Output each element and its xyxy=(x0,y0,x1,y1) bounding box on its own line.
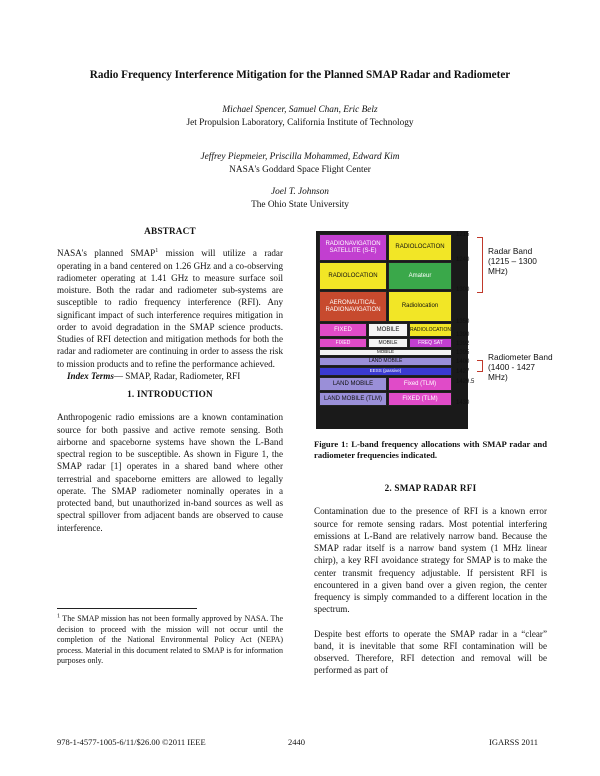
footnote-mark: 1 xyxy=(57,613,60,620)
cell-land-mobile: LAND MOBILE xyxy=(319,357,452,366)
cell-eess-passive: EESS (passive) xyxy=(319,367,452,376)
footnote-rule xyxy=(57,608,197,609)
affiliation-jpl xyxy=(50,104,550,129)
cell-fixed-tlm: FIXED (TLM) xyxy=(388,392,452,406)
radar-band-label: Radar Band (1215 – 1300 MHz) xyxy=(488,246,537,276)
abstract-text-b: mission will utilize a radar operating in a band centered on 1.26 GHz and a co-observing radiometer operating at 1.41 GHz to measure surface soil moisture. Both the radar and radiometer sub-systems are susceptible to radio frequency interference (RFI). Any significant impact of such interference requires mitigation in order to avoid degradation in the SMAP science products. Studies of RFI detection and mitigation methods for both the radar and radiometer are continuing in order to assess the risk to mission products and to refine the performance achieved. xyxy=(57,248,284,369)
cell-mobile: MOBILE xyxy=(368,338,408,348)
abstract-text xyxy=(57,247,283,370)
affiliation-goddard xyxy=(50,151,550,176)
footnote xyxy=(57,614,283,667)
paper-title: Radio Frequency Interference Mitigation for the Planned SMAP Radar and Radiometer xyxy=(89,69,511,81)
radiometer-band-bracket xyxy=(477,360,483,372)
cell-radiolocation: RADIOLOCATION xyxy=(319,262,387,290)
freq-label: 1427 xyxy=(456,369,470,375)
abstract-text-a: NASA's planned SMAP xyxy=(57,248,156,259)
index-terms-label: Index Terms xyxy=(67,370,114,381)
freq-label: 1350 xyxy=(456,319,470,325)
affiliation-osu xyxy=(50,186,550,211)
cell-land-mobile: LAND MOBILE xyxy=(319,377,387,391)
freq-label: 1430 xyxy=(456,400,470,406)
freq-label: 1400 xyxy=(456,359,470,365)
footnote-text: The SMAP mission has not been formally approved by NASA. The decision to proceed with the mission will not occur until the completion of the National Environmental Policy Act (NEPA) process. Material in this document related to SMAP is for information purposes only. xyxy=(57,614,283,666)
cell-radiolocation: RADIOLOCATION xyxy=(409,323,452,337)
cell-fixed: FIXED xyxy=(319,323,367,337)
cell-fixed-tlm: Fixed (TLM) xyxy=(388,377,452,391)
right-column xyxy=(314,482,547,677)
radar-band-bracket xyxy=(477,237,483,293)
abstract-heading: ABSTRACT xyxy=(144,226,196,236)
section2-paragraph-2: Despite best efforts to operate the SMAP radar in a “clear” band, it is inevitable that some RFI contamination will be observed. Therefore, RFI detection and removal will be performed as part of xyxy=(314,628,547,676)
freq-label: 1240 xyxy=(456,257,470,263)
index-terms-text: — SMAP, Radar, Radiometer, RFI xyxy=(113,370,241,381)
freq-label: 1300 xyxy=(456,287,470,293)
intro-heading: 1. INTRODUCTION xyxy=(127,389,213,399)
institution: Jet Propulsion Laboratory, California Institute of Technology xyxy=(186,117,414,128)
figure-caption: Figure 1: L-band frequency allocations with SMAP radar and radiometer frequencies indicated. xyxy=(314,439,547,460)
cell-radionav-sat: RADIONAVIGATION SATELLITE (S-E) xyxy=(319,234,387,261)
author-names: Joel T. Johnson xyxy=(271,187,329,197)
figure-1 xyxy=(314,226,554,432)
cell-radiolocation: Radiolocation xyxy=(388,291,452,322)
footer-copyright: 978-1-4577-1005-6/11/$26.00 ©2011 IEEE xyxy=(57,737,206,747)
cell-aero-radionav: AERONAUTICAL RADIONAVIGATION xyxy=(319,291,387,322)
frequency-allocation-chart xyxy=(316,231,475,429)
cell-radiolocation: RADIOLOCATION xyxy=(388,234,452,261)
cell-land-mobile-tlm: LAND MOBILE (TLM) xyxy=(319,392,387,406)
section2-paragraph-1: Contamination due to the presence of RFI is a known error source for remote sensing radars. Most potential interfering emissions at L-Band are relatively narrow band. Because the SMAP radar itself is a narrow band system (1 MHz linear chirp), a key RFI avoidance strategy for SMAP is to make the center transmit frequency adjustable. If persistent RFI is encountered in a given band over a given region, the center frequency is simply commanded to a different location in the spectrum. xyxy=(314,506,547,615)
institution: The Ohio State University xyxy=(251,199,349,210)
freq-label: 1429.5 xyxy=(456,379,475,385)
freq-label: 1392 xyxy=(456,341,470,347)
footer-conference: IGARSS 2011 xyxy=(489,737,539,747)
author-names: Michael Spencer, Samuel Chan, Eric Belz xyxy=(222,105,378,115)
freq-label: 1395 xyxy=(456,350,470,356)
section2-heading: 2. SMAP RADAR RFI xyxy=(384,483,477,493)
footnote-ref: 1 xyxy=(155,248,159,255)
freq-label: 1390 xyxy=(456,332,470,338)
radiometer-band-label: Radiometer Band (1400 - 1427 MHz) xyxy=(488,352,553,382)
footer-page-number: 2440 xyxy=(288,737,305,747)
intro-text: Anthropogenic radio emissions are a known contamination source for both passive and active remote sensing. Both airborne and spaceborne systems have shown the L-Band spectral region to be susceptible. As shown in Figure 1, the SMAP radar [1] operates in a shared band where other terrestrial and spaceborne emitters are allowed to legally operate. The SMAP radiometer nominally operates in a protected band, but unauthorized in-band sources as well as spectral spillover from adjacent bands are observed to cause interference. xyxy=(57,412,283,533)
cell-mobile: MOBILE xyxy=(319,349,452,356)
cell-fixed: FIXED xyxy=(319,338,367,348)
cell-mobile: MOBILE xyxy=(368,323,408,337)
institution: NASA's Goddard Space Flight Center xyxy=(229,164,371,175)
freq-label: 1215 xyxy=(456,232,470,238)
author-names: Jeffrey Piepmeier, Priscilla Mohammed, Edward Kim xyxy=(200,152,400,162)
index-terms xyxy=(57,370,283,382)
left-column xyxy=(57,225,283,534)
cell-amateur: Amateur xyxy=(388,262,452,290)
cell-freq-sat: FREQ SAT xyxy=(409,338,452,348)
